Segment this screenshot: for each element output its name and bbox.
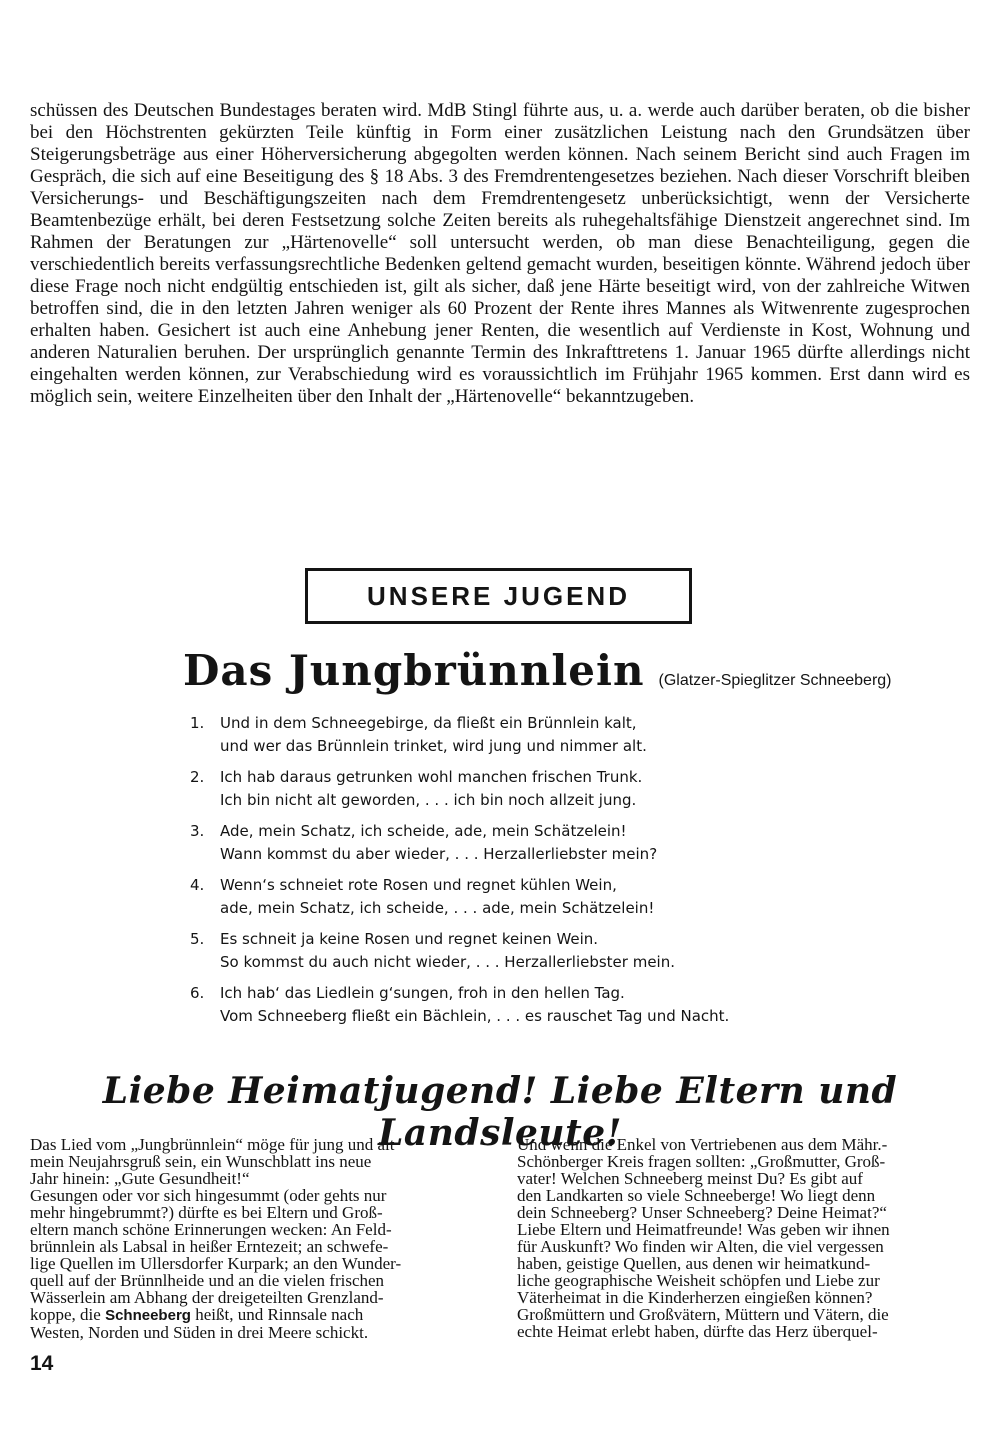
- verse: [190, 820, 850, 866]
- text-line: Schönberger Kreis fragen sollten: „Großmutter, Groß-: [517, 1152, 886, 1171]
- text-fragment: heißt, und Rinnsale nach: [195, 1305, 364, 1324]
- text-line: Großmüttern und Großvätern, Müttern und Vätern, die: [517, 1305, 889, 1324]
- verse-line: Ich hab daraus getrunken wohl manchen frischen Trunk.: [220, 768, 643, 786]
- verse-text: [220, 874, 654, 920]
- verse-line: Vom Schneeberg fließt ein Bächlein, . . . es rauschet Tag und Nacht.: [220, 1007, 730, 1025]
- page-number: 14: [30, 1352, 54, 1375]
- verse-line: Und in dem Schneegebirge, da fließt ein Brünnlein kalt,: [220, 714, 637, 732]
- verse-line: Ich hab‘ das Liedlein g‘sungen, froh in den hellen Tag.: [220, 984, 625, 1002]
- keyword-schneeberg: Schneeberg: [105, 1307, 191, 1324]
- text-line: eltern manch schöne Erinnerungen wecken: An Feld-: [30, 1220, 392, 1239]
- song-title-block: [183, 646, 892, 695]
- verse-line: Es schneit ja keine Rosen und regnet keinen Wein.: [220, 930, 599, 948]
- text-line: den Landkarten so viele Schneeberge! Wo liegt denn: [517, 1186, 876, 1205]
- text-line: liche geographische Weisheit schöpfen und Liebe zur: [517, 1271, 880, 1290]
- verse-line: und wer das Brünnlein trinket, wird jung und nimmer alt.: [220, 737, 647, 755]
- verse: [190, 982, 850, 1028]
- verse-text: [220, 982, 729, 1028]
- text-line: mein Neujahrsgruß sein, ein Wunschblatt ins neue: [30, 1152, 372, 1171]
- verse: [190, 712, 850, 758]
- verse-number: 3.: [190, 822, 205, 840]
- song-subtitle: (Glatzer-Spieglitzer Schneeberg): [658, 672, 892, 689]
- text-line: für Auskunft? Wo finden wir Alten, die viel vergessen: [517, 1237, 884, 1256]
- verse-line: ade, mein Schatz, ich scheide, . . . ade, mein Schätzelein!: [220, 899, 655, 917]
- text-line: Jahr hinein: „Gute Gesundheit!“: [30, 1169, 250, 1188]
- text-line: Väterheimat in die Kinderherzen eingießen können?: [517, 1288, 873, 1307]
- verse-line: So kommst du auch nicht wieder, . . . Herzallerliebster mein.: [220, 953, 676, 971]
- verse-line: Ade, mein Schatz, ich scheide, ade, mein Schätzelein!: [220, 822, 627, 840]
- text-line: mehr hingebrummt?) dürfte es bei Eltern und Groß-: [30, 1203, 383, 1222]
- verse-text: [220, 766, 642, 812]
- verse: [190, 766, 850, 812]
- verse-text: [220, 820, 657, 866]
- text-line: quell auf der Brünnlheide und an die vielen frischen: [30, 1271, 385, 1290]
- text-line: Liebe Eltern und Heimatfreunde! Was geben wir ihnen: [517, 1220, 890, 1239]
- text-line: haben, geistige Quellen, aus denen wir heimatkund-: [517, 1254, 871, 1273]
- verse-number: 2.: [190, 768, 205, 786]
- text-line: Das Lied vom „Jungbrünnlein“ möge für jung und alt: [30, 1135, 395, 1154]
- verse-line: Wenn‘s schneiet rote Rosen und regnet kühlen Wein,: [220, 876, 617, 894]
- intro-paragraph: schüssen des Deutschen Bundestages beraten wird. MdB Stingl führte aus, u. a. werde auch darüber beraten, ob die bisher bei den Höchstrenten gekürzten Teile künftig in Form einer zusätzlichen Leistung nach den Grundsätzen über Steigerungsbeträge aus einer Höherversicherung abgegolten werden können. Nach seinem Bericht sind auch Fragen im Gespräch, die sich auf eine Beseitigung des § 18 Abs. 3 des Fremdrentengesetzes beziehen. Nach dieser Vorschrift bleiben Versicherungs- und Beschäftigungszeiten nach dem Fremdrentengesetz unberücksichtigt, wenn der Versicherte Beamtenbezüge erhält, bei deren Festsetzung solche Zeiten bereits als ruhegehaltsfähige Dienstzeit angerechnet sind. Im Rahmen der Beratungen zur „Härtenovelle“ soll untersucht werden, ob man diese Benachteiligung, gegen die verschiedentlich bereits verfassungsrechtliche Bedenken geltend gemacht wurden, beseitigen könnte. Während jedoch über diese Frage noch nicht endgültig entschieden ist, gilt als sicher, daß jene Härte beseitigt wird, von der zahlreiche Witwen betroffen sind, die in den letzten Jahren weniger als 60 Prozent der Rente ihres Mannes als Witwenrente zugesprochen erhalten haben. Gesichert ist auch eine Anhebung jener Renten, die wesentlich auf Verdienste in Kost, Wohnung und anderen Naturalien beruhen. Der ursprünglich genannte Termin des Inkrafttretens 1. Januar 1965 dürfte allerdings nicht eingehalten werden können, zur Verabschiedung wird es voraussichtlich im Frühjahr 1965 kommen. Erst dann wird es möglich sein, weitere Einzelheiten über den Inhalt der „Härtenovelle“ bekanntzugeben.: [30, 100, 970, 407]
- text-line: Gesungen oder vor sich hingesummt (oder gehts nur: [30, 1186, 387, 1205]
- text-line: brünnlein als Labsal in heißer Erntezeit; an schwefe-: [30, 1237, 389, 1256]
- verse: [190, 928, 850, 974]
- text-line: [30, 1306, 482, 1324]
- verse-line: Wann kommst du aber wieder, . . . Herzallerliebster mein?: [220, 845, 658, 863]
- verse-text: [220, 712, 647, 758]
- song-verses: [190, 712, 850, 1036]
- text-line: vater! Welchen Schneeberg meinst Du? Es gibt auf: [517, 1169, 863, 1188]
- section-heading: UNSERE JUGEND: [367, 580, 630, 611]
- verse-text: [220, 928, 675, 974]
- verse-number: 6.: [190, 984, 205, 1002]
- verse: [190, 874, 850, 920]
- verse-number: 1.: [190, 714, 205, 732]
- text-line: Westen, Norden und Süden in drei Meere schickt.: [30, 1323, 369, 1342]
- text-fragment: koppe, die: [30, 1305, 101, 1324]
- text-line: Und wenn die Enkel von Vertriebenen aus dem Mähr.-: [517, 1135, 888, 1154]
- letter-headline: Liebe Heimatjugend! Liebe Eltern und Landsleute!: [102, 1070, 898, 1154]
- section-heading-box: [305, 568, 692, 624]
- text-line: dein Schneeberg? Unser Schneeberg? Deine Heimat?“: [517, 1203, 887, 1222]
- letter-column-right: [517, 1136, 972, 1340]
- text-line: echte Heimat erlebt haben, dürfte das Herz überquel-: [517, 1322, 878, 1341]
- text-line: lige Quellen im Ullersdorfer Kurpark; an den Wunder-: [30, 1254, 402, 1273]
- song-title: Das Jungbrünnlein: [183, 646, 645, 695]
- verse-number: 4.: [190, 876, 205, 894]
- text-line: Wässerlein am Abhang der dreigeteilten Grenzland-: [30, 1288, 384, 1307]
- letter-column-left: [30, 1136, 482, 1341]
- verse-line: Ich bin nicht alt geworden, . . . ich bin noch allzeit jung.: [220, 791, 637, 809]
- verse-number: 5.: [190, 930, 205, 948]
